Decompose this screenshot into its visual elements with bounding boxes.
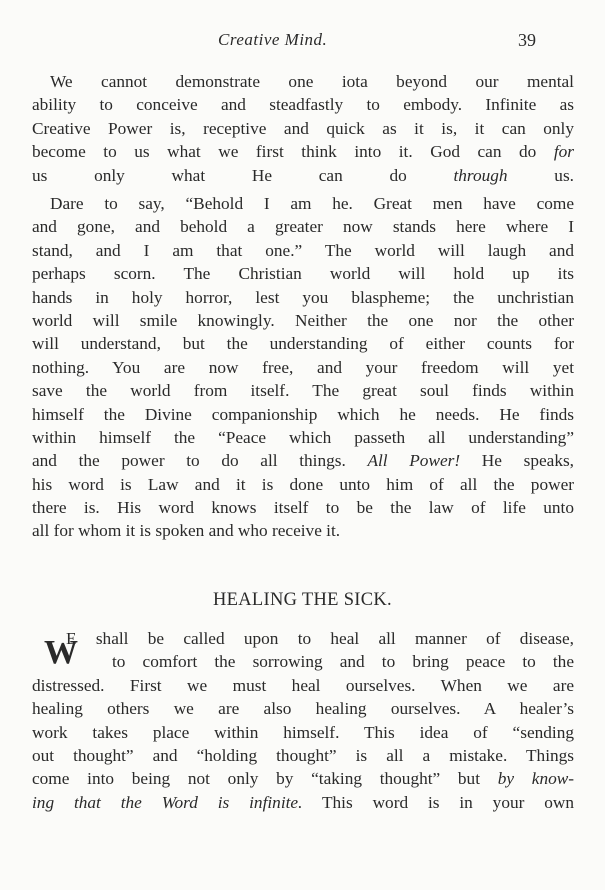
paragraph-3: [32, 627, 574, 814]
text-line: [32, 767, 574, 790]
text-line: [32, 286, 574, 309]
text-segment: perhaps scorn. The Christian world will hold up its: [32, 264, 574, 284]
text-segment: save the world from itself. The great soul finds within: [32, 381, 574, 401]
italic-text: for: [553, 142, 574, 162]
text-line: [32, 262, 574, 285]
text-line: [32, 215, 574, 238]
text-segment: within himself the “Peace which passeth all understanding”: [32, 427, 574, 447]
text-line: [32, 496, 574, 519]
text-segment: become to us what we first think into it. God can do: [32, 142, 554, 162]
text-segment: will understand, but the understanding of either counts for: [32, 334, 574, 354]
italic-text: All Power!: [367, 451, 461, 471]
text-segment: This word is in your own: [302, 792, 574, 812]
text-segment: hands in holy horror, lest you blaspheme; the unchristian: [32, 287, 574, 307]
text-segment: to comfort the sorrowing and to bring peace to the: [112, 652, 574, 672]
text-line: [32, 117, 574, 140]
running-title: Creative Mind.: [218, 30, 328, 49]
text-line: [32, 379, 574, 402]
paragraph-2: [32, 192, 574, 543]
text-segment: us.: [507, 165, 574, 185]
text-line: [32, 650, 574, 673]
text-segment: out thought” and “holding thought” is all a mistake. Things: [32, 745, 574, 765]
text-segment: healing others we are also healing ourselves. A healer’s: [32, 699, 574, 719]
text-line: [32, 519, 574, 542]
text-segment: come into being not only by “taking thought” but: [32, 769, 498, 789]
text-segment: ability to conceive and steadfastly to embody. Infinite as: [32, 95, 574, 115]
text-line: [32, 449, 574, 472]
text-segment: distressed. First we must heal ourselves. When we are: [32, 675, 574, 695]
italic-text: by know-: [497, 769, 575, 789]
text-line: [32, 403, 574, 426]
text-line: [32, 473, 574, 496]
text-line: [32, 192, 574, 215]
text-segment: stand, and I am that one.” The world will laugh and: [32, 240, 574, 260]
text-line: [32, 697, 574, 720]
text-segment: Creative Power is, receptive and quick as it is, it can only: [32, 118, 574, 138]
text-segment: himself the Divine companionship which he needs. He finds: [32, 404, 574, 424]
text-segment: E shall be called upon to heal all manner of disease,: [66, 629, 574, 648]
text-segment: and gone, and behold a greater now stands here where I: [32, 217, 574, 237]
text-segment: He speaks,: [460, 451, 575, 471]
text-line: [32, 140, 574, 163]
section-heading: HEALING THE SICK.: [213, 590, 392, 610]
text-segment: us only what He can do: [32, 165, 454, 185]
text-line: [32, 70, 574, 93]
text-line: [32, 309, 574, 332]
text-segment: his word is Law and it is done unto him of all the power: [32, 474, 574, 494]
text-line: [32, 239, 574, 262]
text-segment: We cannot demonstrate one iota beyond our mental: [50, 72, 574, 91]
italic-text: through: [453, 165, 508, 185]
text-segment: nothing. You are now free, and your freedom will yet: [32, 357, 574, 377]
text-line: [32, 164, 574, 187]
page-number: 39: [518, 30, 536, 50]
text-segment: there is. His word knows itself to be the law of life unto: [32, 498, 574, 518]
text-line: [32, 426, 574, 449]
text-line: [32, 627, 574, 650]
text-line: [32, 674, 574, 697]
text-line: [32, 744, 574, 767]
text-line: [32, 93, 574, 116]
text-line: [32, 721, 574, 744]
drop-cap: W: [44, 634, 78, 671]
text-segment: all for whom it is spoken and who receive it.: [32, 521, 341, 541]
text-segment: Dare to say, “Behold I am he. Great men have come: [50, 194, 574, 213]
text-segment: work takes place within himself. This idea of “sending: [32, 722, 574, 742]
text-line: [32, 332, 574, 355]
italic-text: ing that the Word is infinite.: [32, 792, 303, 812]
text-line: [32, 791, 574, 814]
paragraph-1: [32, 70, 574, 187]
text-segment: world will smile knowingly. Neither the one nor the other: [32, 310, 574, 330]
text-line: [32, 356, 574, 379]
text-segment: and the power to do all things.: [32, 451, 368, 471]
